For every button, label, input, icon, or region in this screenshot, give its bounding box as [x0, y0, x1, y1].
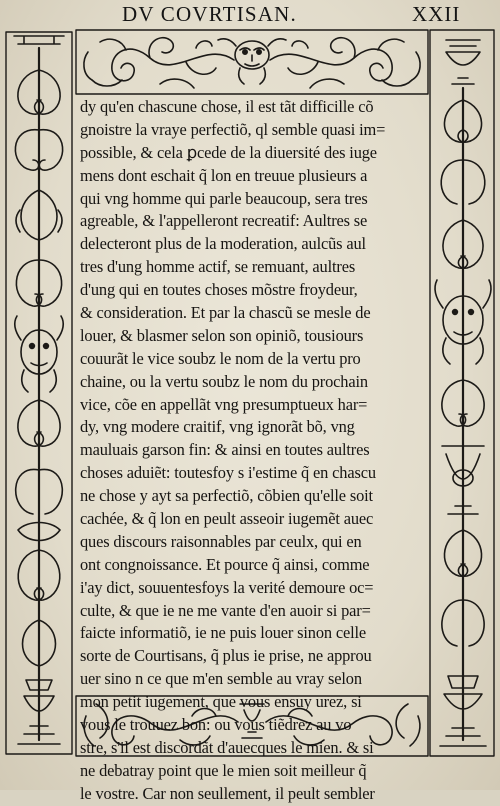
text-line: tres d'ung homme actif, se remuant, aultres [80, 257, 356, 277]
text-line: ne chose y ayt sa perfectiõ, cõbien qu'elle soit [80, 486, 373, 506]
text-line: cachée, & q̃ lon en peult asseoir iugemẽt auec [80, 509, 374, 529]
text-line: gnoistre la vraye perfectiõ, ql semble quasi im= [80, 119, 386, 139]
text-line: dy, vng modere craitif, vng ignorãt bõ, vng [80, 417, 355, 437]
text-line: ne debatray point que le mien soit meilleur q̃ [80, 760, 367, 780]
text-line: delecteront plus de la moderation, aulcũs aul [80, 234, 366, 254]
text-line: qui vng homme qui parle beaucoup, sera tres [80, 188, 368, 208]
text-line: possible, & cela ꝑcede de la diuersité des iuge [80, 142, 377, 162]
text-line: louer, & blasmer selon son opiniõ, tousiours [80, 325, 364, 345]
text-line: sorte de Courtisans, q̃ plus ie prise, ne approu [80, 646, 372, 666]
text-line: dy qu'en chascune chose, il est tãt difficille cõ [80, 97, 374, 116]
text-line: vice, cõe en appellãt vng presumptueux har= [80, 394, 368, 414]
right-urn-ornament-icon [446, 40, 480, 84]
text-line: couurãt le vice soubz le nom de la vertu pro [80, 348, 361, 368]
text-line: ques discours raisonnables par ceulx, qui en [80, 531, 362, 551]
right-foliage-scroll [270, 38, 420, 88]
text-line: & consideration. Et par la chascũ se mesle de [80, 303, 371, 323]
text-line: stre, s'il est discordãt d'auecques le mien. & si [80, 737, 374, 757]
text-line: d'ung qui en toutes choses mõstre froydeur, [80, 280, 358, 300]
top-ornament-panel [76, 30, 428, 94]
text-line: culte, & que ie ne me vante d'en auoir si par= [80, 600, 371, 620]
text-line: ont congnoissance. Et pource q̃ ainsi, comme [80, 554, 370, 574]
text-line: le vostre. Car non seullement, il peult sembler [80, 783, 375, 803]
text-line: vous le trouuez bon: ou vous tiẽdrez au vo [80, 715, 352, 735]
text-line: agreable, & l'appelleront recreatif: Aultres se [80, 211, 368, 231]
text-line: chaine, ou la vertu soubz le nom du prochain [80, 371, 368, 391]
left-foliage-scroll [84, 38, 234, 88]
text-line: mauluais garson fin: & ainsi en toutes aultres [80, 440, 370, 460]
right-ornament-column [430, 30, 494, 756]
text-line: i'ay dict, souuentesfoys la verité demoure oc= [80, 577, 374, 597]
text-line: choses aduiẽt: toutesfoy s i'estime q̃ en chascu [80, 463, 376, 483]
page-number: XXII [412, 2, 461, 26]
body-text-block [80, 96, 426, 803]
text-line: mens dont eschait q̃ lon en treuue plusieurs a [80, 165, 368, 185]
text-line: mon petit iugement, que vous ensuy urez, si [80, 692, 362, 712]
running-title: DV COVRTISAN. [122, 2, 297, 26]
mask-ornament-icon [218, 39, 286, 84]
text-line: uer sino n ce que m'en semble au vray selon [80, 669, 362, 689]
text-line: faicte informatiõ, ie ne puis louer sinon celle [80, 623, 367, 643]
left-ornament-column [6, 32, 72, 754]
